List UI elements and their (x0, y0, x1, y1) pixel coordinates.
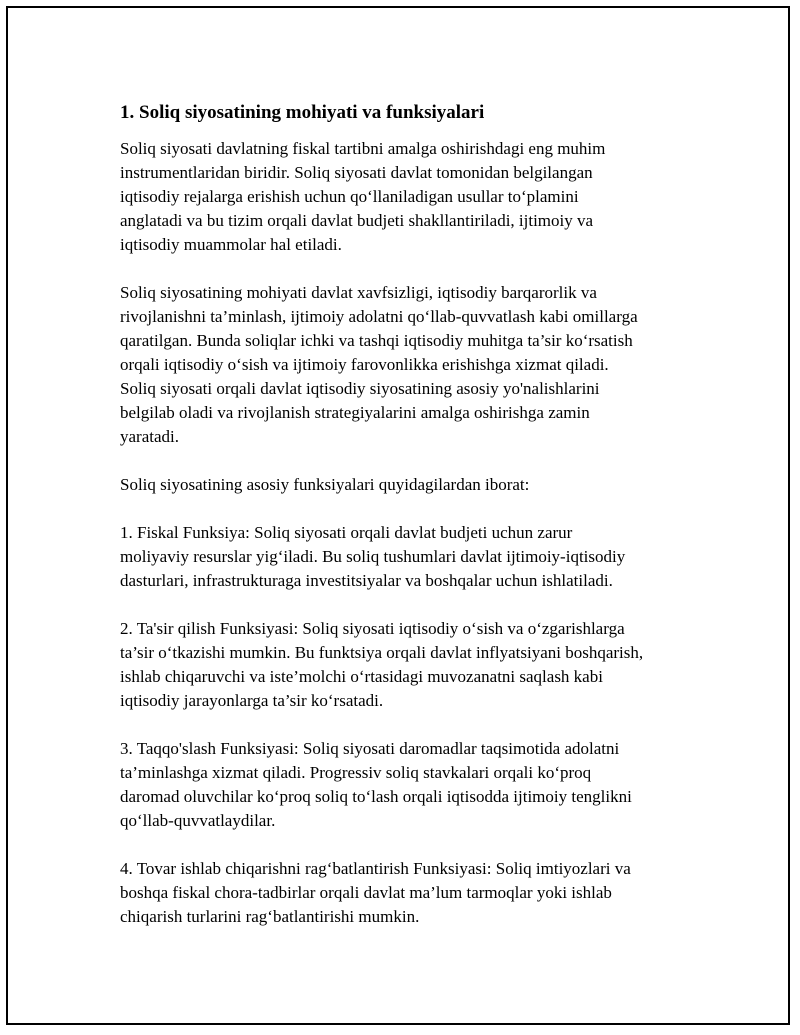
document-content (120, 100, 690, 953)
text-line: anglatadi va bu tizim orqali davlat budjeti shakllantiriladi, ijtimoiy va (120, 211, 594, 230)
text-line: boshqa fiskal chora-tadbirlar orqali davlat ma’lum tarmoqlar yoki ishlab (120, 883, 612, 902)
text-line: qo‘llab-quvvatlaydilar. (120, 811, 276, 830)
text-line: iqtisodiy jarayonlarga ta’sir ko‘rsatadi. (120, 691, 384, 710)
text-line: instrumentlaridan biridir. Soliq siyosati davlat tomonidan belgilangan (120, 163, 593, 182)
text-line: yaratadi. (120, 427, 179, 446)
text-line: belgilab oladi va rivojlanish strategiyalarini amalga oshirishga zamin (120, 403, 590, 422)
list-item-influence-function (120, 617, 690, 713)
section-heading: 1. Soliq siyosatining mohiyati va funksiyalari (120, 102, 485, 123)
paragraph-intro (120, 137, 690, 257)
text-line: Soliq siyosati orqali davlat iqtisodiy siyosatining asosiy yo'nalishlarini (120, 379, 600, 398)
list-item-distribution-function (120, 737, 690, 833)
text-line: qaratilgan. Bunda soliqlar ichki va tashqi iqtisodiy muhitga ta’sir ko‘rsatish (120, 331, 633, 350)
text-line: 2. Ta'sir qilish Funksiyasi: Soliq siyosati iqtisodiy o‘sish va o‘zgarishlarga (120, 619, 625, 638)
paragraph-functions-intro (120, 473, 690, 497)
text-line: ishlab chiqaruvchi va iste’molchi o‘rtasidagi muvozanatni saqlash kabi (120, 667, 603, 686)
text-line: Soliq siyosatining mohiyati davlat xavfsizligi, iqtisodiy barqarorlik va (120, 283, 597, 302)
text-line: 1. Fiskal Funksiya: Soliq siyosati orqali davlat budjeti uchun zarur (120, 523, 573, 542)
text-line: moliyaviy resurslar yig‘iladi. Bu soliq tushumlari davlat ijtimoiy-iqtisodiy (120, 547, 626, 566)
list-item-fiscal-function (120, 521, 690, 593)
text-line: rivojlanishni ta’minlash, ijtimoiy adolatni qo‘llab-quvvatlash kabi omillarga (120, 307, 638, 326)
text-line: daromad oluvchilar ko‘proq soliq to‘lash orqali iqtisodda ijtimoiy tenglikni (120, 787, 632, 806)
text-line: ta’minlashga xizmat qiladi. Progressiv soliq stavkalari orqali ko‘proq (120, 763, 592, 782)
text-line: 3. Taqqo'slash Funksiyasi: Soliq siyosati daromadlar taqsimotida adolatni (120, 739, 620, 758)
text-line: Soliq siyosati davlatning fiskal tartibni amalga oshirishdagi eng muhim (120, 139, 606, 158)
text-line: dasturlari, infrastrukturaga investitsiyalar va boshqalar uchun ishlatiladi. (120, 571, 613, 590)
paragraph-essence (120, 281, 690, 449)
list-item-stimulation-function (120, 857, 690, 929)
document-page (6, 6, 790, 1025)
text-line: orqali iqtisodiy o‘sish va ijtimoiy farovonlikka erishishga xizmat qiladi. (120, 355, 609, 374)
text-line: chiqarish turlarini rag‘batlantirishi mumkin. (120, 907, 420, 926)
text-line: iqtisodiy muammolar hal etiladi. (120, 235, 342, 254)
text-line: ta’sir o‘tkazishi mumkin. Bu funktsiya orqali davlat inflyatsiyani boshqarish, (120, 643, 644, 662)
text-line: Soliq siyosatining asosiy funksiyalari quyidagilardan iborat: (120, 475, 530, 494)
text-line: iqtisodiy rejalarga erishish uchun qo‘llaniladigan usullar to‘plamini (120, 187, 579, 206)
text-line: 4. Tovar ishlab chiqarishni rag‘batlantirish Funksiyasi: Soliq imtiyozlari va (120, 859, 631, 878)
